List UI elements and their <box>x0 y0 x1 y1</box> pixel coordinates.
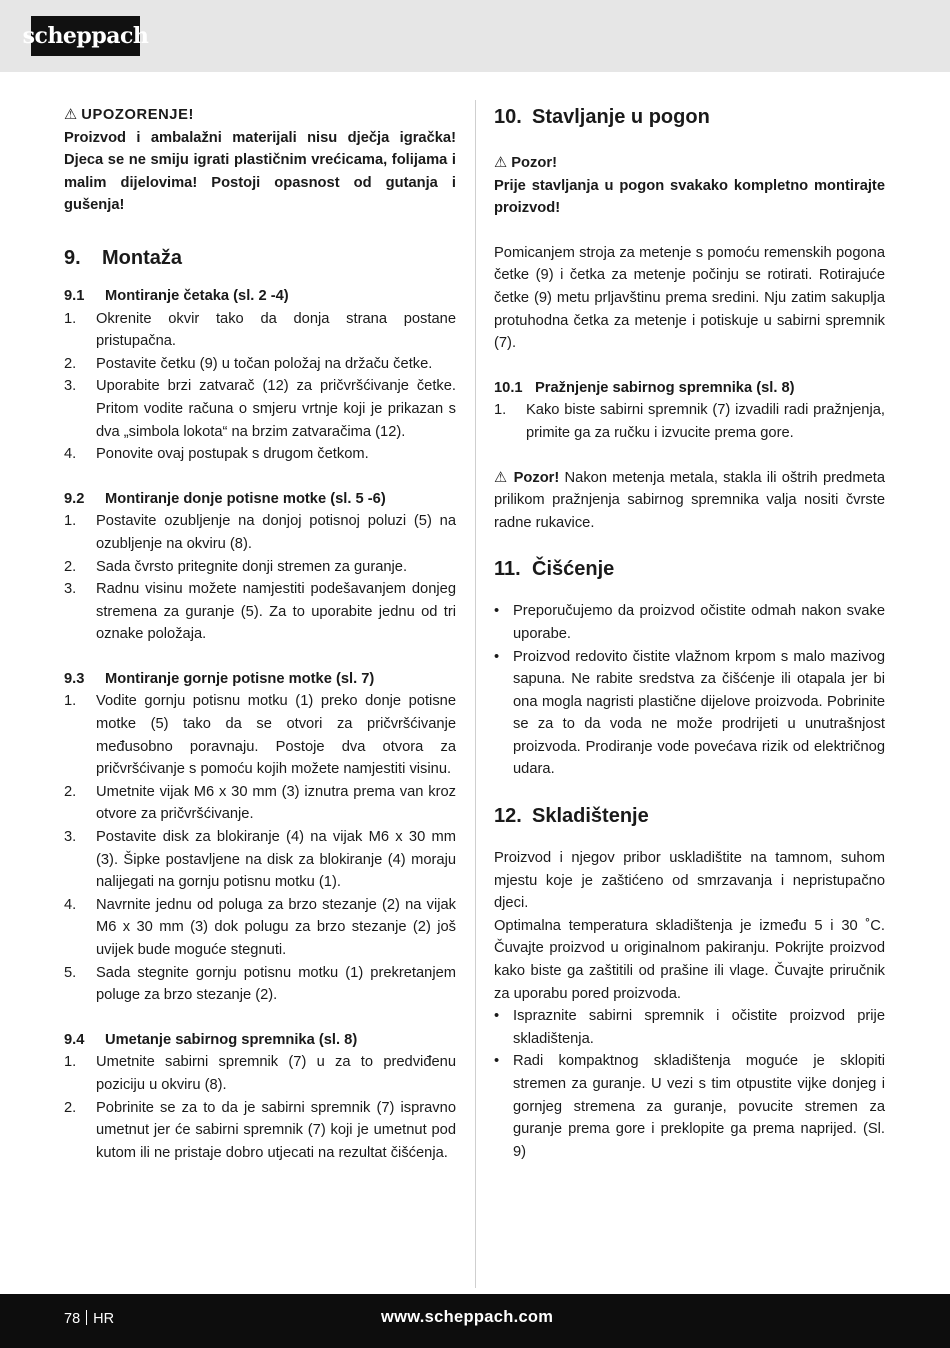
list-item: 5. Sada stegnite gornju potisnu motku (1) prekretanjem poluge za brzo stezanje (2). <box>64 964 456 1004</box>
list-item: 1. Vodite gornju potisnu motku (1) preko donje potisne motke (5) tako da se otvori za pričvršćivanje međusobno poravnaju. Postoje dva otvora za pričvršćivanje s pomoću kojih možete namjestiti visinu. <box>64 693 456 778</box>
section-number: 9. <box>64 246 81 269</box>
section-title: Čišćenje <box>532 558 615 581</box>
subsection-number: 9.4 <box>64 1031 85 1048</box>
steps-list-9-2 <box>64 510 456 646</box>
divider <box>86 1310 87 1325</box>
list-item: 1. Kako biste sabirni spremnik (7) izvadili radi pražnjenja, primite ga za ručku i izvucite prema gore. <box>494 402 885 441</box>
caution-title: Pozor! <box>511 155 557 171</box>
section-heading-12 <box>494 803 885 829</box>
subsection-number: 9.1 <box>64 287 85 304</box>
list-item: • Proizvod redovito čistite vlažnom krpom s malo mazivog sapuna. Ne rabite sredstva za čišćenje ili otapala jer bi ona mogla nagristi plastične dijelove proizvoda. Pobrinite se za to da voda ne može prodrijeti u unutrašnjost proizvoda. Prodiranje vode povećava rizik od električnog udara. <box>494 646 885 782</box>
page-number <box>64 1310 114 1327</box>
list-item: 4. Ponovite ovaj postupak s drugom četkom. <box>64 446 369 463</box>
right-column <box>494 104 885 1163</box>
section-heading-11 <box>494 556 885 582</box>
brand-logo: scheppach <box>31 16 140 56</box>
left-column <box>64 104 456 1164</box>
subsection-number: 9.3 <box>64 670 85 687</box>
steps-list-9-4 <box>64 1051 456 1164</box>
subsection-number: 9.2 <box>64 490 85 507</box>
subsection-number: 10.1 <box>494 379 523 396</box>
subsection-heading-10-1 <box>494 377 885 400</box>
storage-paragraph: Proizvod i njegov pribor uskladištite na tamnom, suhom mjestu koje je zaštićeno od smrzavanja i nepristupačno djeci. <box>494 850 885 912</box>
page-number-value: 78 <box>64 1311 81 1327</box>
cleaning-bullet-list <box>494 600 885 781</box>
subsection-title: Pražnjenje sabirnog spremnika (sl. 8) <box>535 379 795 396</box>
section-title: Montaža <box>102 246 182 269</box>
section-number: 11. <box>494 558 521 581</box>
section-number: 12. <box>494 805 522 828</box>
subsection-heading-9-3 <box>64 668 456 691</box>
list-item: • Radi kompaktnog skladištenja moguće je sklopiti stremen za guranje. U vezi s tim otpustite vijke donjeg i gornjeg stremena za guranje, povucite stremen za guranje prema gore i preklopite ga prema naprijed. (Sl. 9) <box>494 1050 885 1163</box>
caution-paragraph <box>494 467 885 535</box>
warning-triangle-icon: ⚠ <box>494 469 509 486</box>
list-item: 1. Postavite ozubljenje na donjoj potisnoj poluzi (5) na ozubljenje na okviru (8). <box>64 513 456 552</box>
list-item: 2. Sada čvrsto pritegnite donji stremen za guranje. <box>64 558 408 575</box>
list-item: 4. Navrnite jednu od poluga za brzo stezanje (2) na vijak M6 x 30 mm (3) dok polugu za brzo stezanje (2) još uvijek bude moguće stegnuti. <box>64 896 456 958</box>
list-item: 3. Postavite disk za blokiranje (4) na vijak M6 x 30 mm (3). Šipke postavljene na disk za blokiranje (4) moraju nalijegati na gornju potisnu motku (1). <box>64 829 456 891</box>
section-title: Skladištenje <box>532 805 649 828</box>
list-item: 2. Postavite četku (9) u točan položaj na držaču četke. <box>64 355 433 372</box>
operation-description: Pomicanjem stroja za metenje s pomoću remenskih pogona četke (9) i četka za metenje počinju se rotirati. Rotirajuće četke (9) metu prljavštinu prema sredini. Nju zatim sakuplja protuhodna četka za metenje i potiskuje u sabirni spremnik (7). <box>494 244 885 352</box>
storage-paragraph: Optimalna temperatura skladištenja je između 5 i 30 ˚C. Čuvajte proizvod u originalnom pakiranju. Pokrijte proizvod kako biste ga zaštitili od prašine ili vlage. Čuvajte priručnik za uporabu pored proizvoda. <box>494 917 885 1002</box>
list-item: 1. Okrenite okvir tako da donja strana postane pristupačna. <box>64 310 456 350</box>
subsection-title: Montiranje donje potisne motke (sl. 5 -6) <box>105 490 386 507</box>
website-link[interactable]: www.scheppach.com <box>381 1308 554 1326</box>
list-item: 1. Umetnite sabirni spremnik (7) u za to predviđenu poziciju u okviru (8). <box>64 1054 456 1093</box>
subsection-heading-9-4 <box>64 1029 456 1052</box>
subsection-heading-9-2 <box>64 488 456 511</box>
section-title: Stavljanje u pogon <box>532 106 710 128</box>
warning-triangle-icon: ⚠ <box>494 155 508 171</box>
subsection-heading-9-1 <box>64 285 456 308</box>
warning-heading <box>64 104 456 127</box>
steps-list-9-3 <box>64 690 456 1006</box>
steps-list-9-1 <box>64 308 456 466</box>
caution-block <box>494 152 885 220</box>
caution-heading <box>494 152 885 175</box>
warning-triangle-icon: ⚠ <box>64 107 78 123</box>
list-item: 3. Radnu visinu možete namjestiti podešavanjem donjeg stremena za guranje (5). Za to uporabite jednu od tri oznake položaja. <box>64 581 456 643</box>
list-item: • Ispraznite sabirni spremnik i očistite proizvod prije skladištenja. <box>494 1005 885 1050</box>
page-header <box>0 0 950 72</box>
subsection-title: Montiranje gornje potisne motke (sl. 7) <box>105 670 375 687</box>
list-item: 2. Pobrinite se za to da je sabirni spremnik (7) ispravno umetnut jer će sabirni spremnik (7) koji je umetnut pod kutom ili ne pristaje dobro utjecati na rezultat čišćenja. <box>64 1099 456 1161</box>
list-item: 2. Umetnite vijak M6 x 30 mm (3) iznutra prema van kroz otvore za pričvršćivanje. <box>64 783 456 823</box>
warning-text: Proizvod i ambalažni materijali nisu dječja igračka! Djeca se ne smiju igrati plastičnim vrećicama, folijama i malim dijelovima! Postoji opasnost od gutanja i gušenja! <box>64 129 456 214</box>
language-code: HR <box>93 1311 115 1327</box>
caution-text: Prije stavljanja u pogon svakako kompletno montirajte proizvod! <box>494 177 885 217</box>
column-divider <box>475 100 476 1288</box>
section-number: 10. <box>494 106 522 128</box>
subsection-title: Montiranje četaka (sl. 2 -4) <box>105 287 289 304</box>
storage-bullet-list <box>494 1005 885 1163</box>
warning-title: UPOZORENJE! <box>81 107 194 123</box>
section-heading-9 <box>64 245 456 271</box>
caution-title: Pozor! <box>513 469 560 486</box>
warning-block <box>64 104 456 217</box>
list-item: • Preporučujemo da proizvod očistite odmah nakon svake uporabe. <box>494 600 885 645</box>
section-heading-10 <box>494 104 885 130</box>
steps-list-10-1 <box>494 399 885 444</box>
list-item: 3. Uporabite brzi zatvarač (12) za pričvršćivanje četke. Pritom vodite računa o smjeru vrtnje koji je prikazan s dva „simbola lokota“ na brzim zatvaračima (12). <box>64 378 456 440</box>
subsection-title: Umetanje sabirnog spremnika (sl. 8) <box>105 1031 358 1048</box>
page-footer <box>0 1294 950 1348</box>
caution-text: Nakon metenja metala, stakla ili oštrih predmeta prilikom pražnjenja sabirnog spremnika valja nositi čvrste radne rukavice. <box>494 469 885 531</box>
